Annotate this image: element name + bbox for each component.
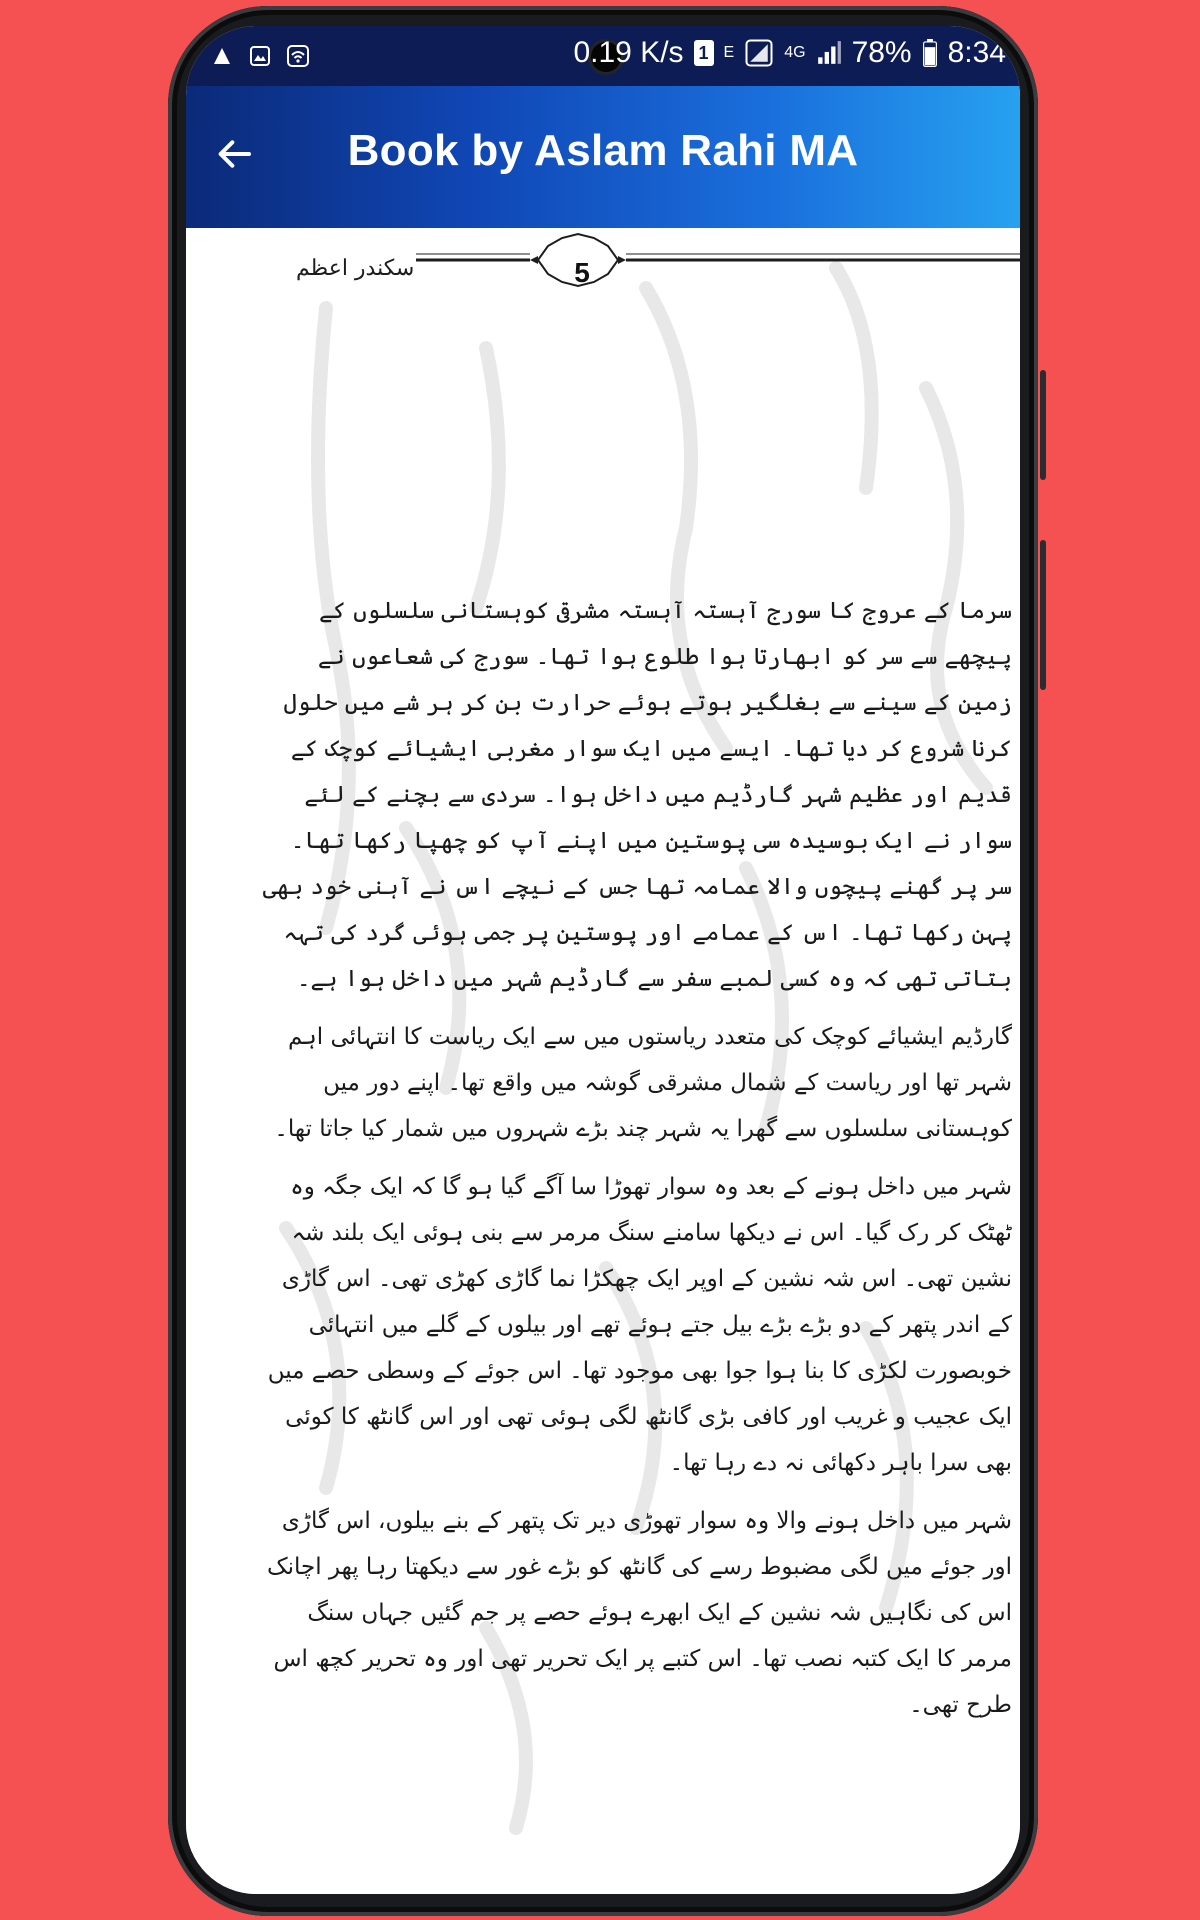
app-title: Book by Aslam Rahi MA bbox=[347, 126, 859, 175]
network-speed: 0.19 K/s bbox=[573, 36, 684, 69]
back-button[interactable] bbox=[204, 124, 264, 184]
page-number: 5 bbox=[574, 257, 590, 288]
power-button bbox=[1040, 540, 1046, 690]
page-body-text bbox=[261, 588, 1012, 1740]
phone-screen bbox=[186, 26, 1020, 1894]
signal-bars-icon bbox=[816, 40, 842, 66]
sim-icon bbox=[694, 40, 714, 66]
wifi-icon bbox=[286, 44, 310, 68]
battery-level: 78% bbox=[851, 36, 912, 69]
status-bar bbox=[186, 26, 1020, 86]
app-bar bbox=[186, 86, 1020, 228]
sim-slot: 1 bbox=[698, 43, 709, 63]
gallery-icon bbox=[248, 44, 272, 68]
book-page[interactable] bbox=[186, 228, 1020, 1894]
paragraph: شہر میں داخل ہونے کے بعد وہ سوار تھوڑا سا آگے گیا ہو گا کہ ایک جگہ وہ ٹھٹک کر رک گیا۔ اس نے دیکھا سامنے سنگ مرمر سے بنی ہوئی ایک بلند شہ نشین تھی۔ اس شہ نشین کے اوپر ایک چھکڑا نما گاڑی کھڑی تھی۔ اس گاڑی کے اندر پتھر کے دو بڑے بڑے بیل جتے ہوئے تھے اور بیلوں کے گلے میں انتہائی خوبصورت لکڑی کا بنا ہوا جوا بھی موجود تھا۔ اس جوئے کے وسطی حصے میں ایک عجیب و غریب اور کافی بڑی گانٹھ لگی ہوئی تھی اور اس گانٹھ کا کوئی بھی سرا باہر دکھائی نہ دے رہا تھا۔ bbox=[267, 1174, 1012, 1476]
paragraph: شہر میں داخل ہونے والا وہ سوار تھوڑی دیر تک پتھر کے بنے بیلوں، اس گاڑی اور جوئے میں لگی مضبوط رسے کی گانٹھ کو بڑے غور سے دیکھتا رہا پھر اچانک اس کی نگاہیں شہ نشین کے ایک ابھرے ہوئے حصے پر جم گئیں جہاں سنگ مرمر کا ایک کتبہ نصب تھا۔ اس کتبے پر ایک تحریر تھی اور وہ تحریر کچھ اس طرح تھی۔ bbox=[266, 1508, 1012, 1718]
signal-label: E bbox=[723, 44, 735, 61]
image-icon bbox=[210, 44, 234, 68]
signal-icon bbox=[744, 38, 774, 68]
volume-button bbox=[1040, 370, 1046, 480]
network-type: 4G bbox=[784, 44, 806, 61]
chapter-title: سکندر اعظم bbox=[296, 256, 415, 281]
paragraph: گارڈیم ایشیائے کوچک کی متعدد ریاستوں میں سے ایک ریاست کا انتہائی اہم شہر تھا اور ریاست کے شمال مشرقی گوشہ میں واقع تھا۔ اپنے دور میں کوہستانی سلسلوں سے گھرا یہ شہر چند بڑے شہروں میں شمار کیا جاتا تھا۔ bbox=[274, 1024, 1012, 1142]
paragraph: سرما کے عروج کا سورج آہستہ آہستہ مشرقی کوہستانی سلسلوں کے پیچھے سے سر کو ابھارتا ہوا طلوع ہوا تھا۔ سورج کی شعاعوں نے زمین کے سینے سے بغلگیر ہوتے ہوئے حرارت بن کر ہر شے میں حلول کرنا شروع کر دیا تھا۔ ایسے میں ایک سوار مغربی ایشیائے کوچک کے قدیم اور عظیم شہر گارڈیم میں داخل ہوا۔ سردی سے بچنے کے لئے سوار نے ایک بوسیدہ سی پوستین میں اپنے آپ کو چھپا رکھا تھا۔ سر پر گھنے پیچوں والا عمامہ تھا جس کے نیچے اس نے آہنی خود بھی پہن رکھا تھا۔ اس کے عمامے اور پوستین پر جمی ہوئی گرد کی تہہ بتاتی تھی کہ وہ کسی لمبے سفر سے گارڈیم شہر میں داخل ہوا ہے۔ bbox=[262, 598, 1012, 992]
clock: 8:34 bbox=[947, 36, 1006, 69]
arrow-left-icon bbox=[214, 134, 254, 174]
battery-icon bbox=[922, 39, 938, 67]
